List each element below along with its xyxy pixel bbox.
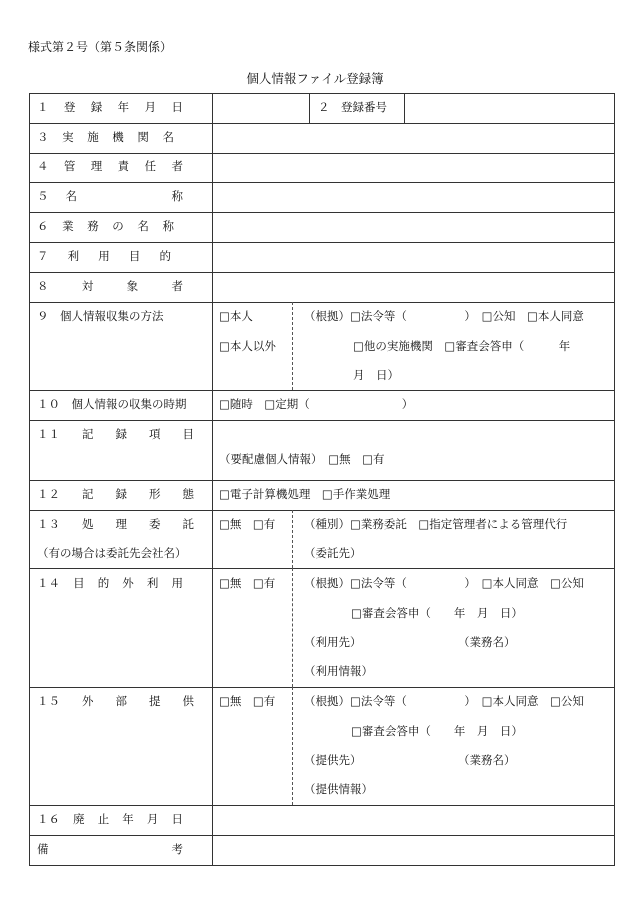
collection-timing-options[interactable]: □随時 □定期（ ）	[219, 397, 414, 411]
sensitive-info-options[interactable]: （要配慮個人情報） □無 □有	[219, 452, 385, 466]
row-divider	[29, 420, 615, 421]
row-divider	[29, 805, 615, 806]
outsourcing-yesno[interactable]: □無 □有	[219, 517, 276, 531]
collection-basis-line3: 月 日）	[353, 368, 399, 382]
table-border-left	[29, 93, 30, 865]
row-divider	[29, 687, 615, 688]
table-border-right	[614, 93, 615, 865]
label-record-format: １２ 記 録 形 態	[37, 487, 194, 501]
label-remarks: 備 考	[37, 842, 183, 856]
label-collection-timing: １０ 個人情報の収集の時期	[37, 397, 187, 411]
collection-basis-line1[interactable]: （根拠）□法令等（ ） □公知 □本人同意	[304, 309, 584, 323]
label-business-name: ６ 業 務 の 名 称	[37, 219, 174, 233]
outsourcing-contractor: （委託先）	[304, 546, 362, 560]
label-abolition-date: １６ 廃 止 年 月 日	[37, 812, 183, 826]
row-divider	[29, 568, 615, 569]
row-divider	[29, 390, 615, 391]
label-outsourcing-note: （有の場合は委託先会社名）	[37, 546, 187, 560]
non-purpose-use-yesno[interactable]: □無 □有	[219, 576, 276, 590]
row-divider	[29, 123, 615, 124]
dashed-divider	[292, 687, 293, 805]
outsourcing-type-options[interactable]: （種別）□業務委託 □指定管理者による管理代行	[304, 517, 568, 531]
non-purpose-use-info: （利用情報）	[304, 664, 373, 678]
row-divider	[29, 302, 615, 303]
row-divider	[29, 242, 615, 243]
column-divider	[404, 93, 405, 123]
column-divider	[212, 93, 213, 865]
dashed-divider	[292, 510, 293, 568]
checkbox-other-than-self[interactable]: □本人以外	[219, 339, 276, 353]
external-provision-business: （業務名）	[458, 753, 516, 767]
non-purpose-use-basis-line1[interactable]: （根拠）□法令等（ ） □本人同意 □公知	[304, 576, 584, 590]
table-border-bottom	[29, 865, 615, 866]
row-divider	[29, 835, 615, 836]
column-divider	[309, 93, 310, 123]
dashed-divider	[292, 568, 293, 687]
table-border-top	[29, 93, 615, 94]
label-external-provision: １５ 外 部 提 供	[37, 694, 194, 708]
record-format-options[interactable]: □電子計算機処理 □手作業処理	[219, 487, 391, 501]
page-title: 個人情報ファイル登録簿	[246, 71, 384, 86]
external-provision-basis-line2[interactable]: □審査会答申（ 年 月 日）	[351, 724, 523, 738]
dashed-divider	[292, 302, 293, 390]
label-collection-method: ９ 個人情報収集の方法	[37, 309, 164, 323]
external-provision-recipient: （提供先）	[304, 753, 362, 767]
label-implementing-agency: ３ 実 施 機 関 名	[37, 130, 174, 144]
external-provision-info: （提供情報）	[304, 782, 373, 796]
collection-basis-line2[interactable]: □他の実施機関 □審査会答申（ 年	[353, 339, 571, 353]
label-target: ８ 対 象 者	[37, 279, 183, 293]
checkbox-self[interactable]: □本人	[219, 309, 253, 323]
label-record-items: １１ 記 録 項 目	[37, 427, 194, 441]
label-purpose: ７ 利 用 目 的	[37, 249, 171, 263]
form-number: 様式第２号（第５条関係）	[28, 40, 173, 54]
label-registration-date: １ 登 録 年 月 日	[37, 100, 183, 114]
non-purpose-use-business: （業務名）	[458, 635, 516, 649]
row-divider	[29, 182, 615, 183]
row-divider	[29, 153, 615, 154]
row-divider	[29, 510, 615, 511]
row-divider	[29, 212, 615, 213]
non-purpose-use-recipient: （利用先）	[304, 635, 362, 649]
label-registration-number: ２ 登録番号	[318, 100, 387, 114]
non-purpose-use-basis-line2[interactable]: □審査会答申（ 年 月 日）	[351, 606, 523, 620]
row-divider	[29, 272, 615, 273]
external-provision-basis-line1[interactable]: （根拠）□法令等（ ） □本人同意 □公知	[304, 694, 584, 708]
row-divider	[29, 480, 615, 481]
label-non-purpose-use: １４ 目 的 外 利 用	[37, 576, 183, 590]
label-manager: ４ 管 理 責 任 者	[37, 159, 183, 173]
external-provision-yesno[interactable]: □無 □有	[219, 694, 276, 708]
label-file-name: ５ 名 称	[37, 189, 183, 203]
label-processing-outsourcing: １３ 処 理 委 託	[37, 517, 194, 531]
